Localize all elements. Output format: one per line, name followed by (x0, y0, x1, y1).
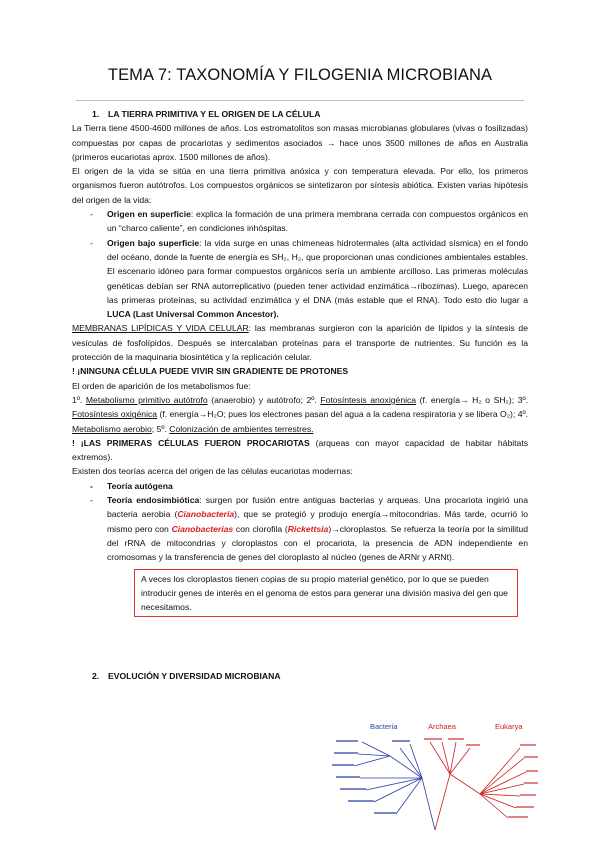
paragraph-origin-of-life: El origen de la vida se sitúa en una tierra primitiva anóxica y con temperatura elevada. Por ello, los primeros organismos fueron autótrofos. Los compuestos orgánicos se sintetizaron por síntesis abiótica. Existen varias hipótesis del origen de la vida: (72, 166, 528, 205)
domain-label-archaea: Archaea (428, 722, 456, 731)
section-1-number: 1. (92, 109, 100, 119)
paragraph-earth-age: La Tierra tiene 4500-4600 millones de años. Los estromatolitos son masas microbianas globulares (vivas o fosilizadas) compuestas por capas de procariotas y sedimentos asociados → hace unos 3500 millones de años en Australia (primeros eucariotas aprox. 1500 millones de años). (72, 123, 528, 162)
alert-first-cells-rest: (arqueas con mayor capacidad de habitar hábitats extremos). (72, 437, 529, 463)
domain-label-bacteria: Bacteria (370, 722, 398, 731)
m1-number: 1º. (72, 394, 86, 405)
paragraph-membranes (72, 321, 528, 364)
alert-proton-gradient: ! ¡NINGUNA CÉLULA PUEDE VIVIR SIN GRADIENTE DE PROTONES (72, 366, 349, 377)
theories-list (72, 479, 528, 565)
title-divider (76, 100, 524, 101)
membranes-text: : las membranas surgieron con la aparición de lípidos y la síntesis de vesículas de fosfolípidos. Después se intercalaban proteínas para el transporte de nutrientes. Su función es la protección de la maquinaria biosintética y la replicación celular. (72, 323, 528, 363)
section-2-number: 2. (92, 671, 100, 681)
hypotheses-list (72, 207, 528, 321)
theory-text-d: )→cloroplastos. Se refuerza la teoría por la similitud del rRNA de mitocondrias y cloroplastos con el procariota, la presencia de ADN independiente en cromosomas y la transferencia de genes del cloroplasto al núcleo (genes de ARNr y ARNt). (107, 523, 528, 563)
m3-term: Fotosíntesis oxigénica (72, 409, 158, 420)
membranes-term: MEMBRANAS LIPÍDICAS Y VIDA CELULAR (72, 323, 249, 334)
list-item (72, 236, 528, 322)
section-1-title: LA TIERRA PRIMITIVA Y EL ORIGEN DE LA CÉLULA (108, 109, 321, 119)
hypothesis-subsurface-text: : la vida surge en unas chimeneas hidrotermales (alta actividad sísmica) en el fondo del océano, donde la fuente de energía es SH₂, H₂, que proporcionan unas condiciones ambientales estables. El escenario idóneo para formar compuestos orgánicos sería un ambiente arcilloso. Las primeras moléculas genéticas debían ser RNA autorreplicativo (pueden tener actividad enzimática→ribozimas). Luego, aparecen las primeras proteínas, su actividad enzimática y el DNA (más estable que el RNA). Todo esto dio lugar a (107, 237, 529, 305)
theory-text-c: con clorofila ( (233, 523, 288, 534)
section-1-content (72, 107, 528, 617)
m4-rest: ; 5º. (151, 423, 170, 434)
domain-label-eukarya: Eukarya (495, 722, 523, 731)
m1-term: Metabolismo primitivo autótrofo (85, 394, 208, 405)
cianobacteria-term: Cianobacteria (177, 509, 235, 520)
m4-term: Metabolismo aerobio (72, 423, 152, 434)
hypothesis-subsurface-term: Origen bajo superficie (107, 237, 200, 248)
rickettsia-term: Rickettsia (287, 523, 329, 534)
cianobacterias-term: Cianobacterias (171, 523, 234, 534)
m2-term: Fotosíntesis anoxigénica (320, 394, 417, 405)
m5-term: Colonización de ambientes terrestres. (169, 423, 314, 434)
list-item (72, 493, 528, 564)
alert-first-cells (72, 436, 528, 465)
list-item (72, 207, 528, 236)
alert-first-cells-bold: ! ¡LAS PRIMERAS CÉLULAS FUERON PROCARIOTAS (72, 437, 310, 448)
phylogenetic-tree-figure (330, 718, 540, 838)
metabolism-order-list (72, 393, 528, 436)
page-title: TEMA 7: TAXONOMÍA Y FILOGENIA MICROBIANA (107, 66, 493, 84)
theory-text-a: : surgen por fusión entre antiguas bacterias y arqueas. Una procariota ingirió una bacteria aerobia ( (107, 495, 528, 520)
theory-endosymbiotic-term: Teoría endosimbiótica (107, 495, 200, 506)
m2-rest: (f. energía→ H₂ o SH₂); 3º. (416, 394, 528, 405)
note-box: A veces los cloroplastos tienen copias de su propio material genético, por lo que se pueden introducir genes de interés en el genoma de estos para generar una división masiva del gen que necesitamos. (134, 569, 518, 618)
hypothesis-surface-term: Origen en superficie (107, 209, 191, 220)
hypothesis-surface-text: : explica la formación de una primera membrana cerrada con compuestos orgánicos en un “charco caliente”, en condiciones inhóspitas. (107, 209, 528, 234)
theories-intro: Existen dos teorías acerca del origen de las células eucariotas modernas: (72, 466, 353, 477)
section-2-title: EVOLUCIÓN Y DIVERSIDAD MICROBIANA (108, 671, 281, 681)
section-1-heading (72, 107, 528, 121)
bacteria-branches (354, 742, 435, 830)
section-2-heading (92, 671, 281, 681)
metabolism-order-intro: El orden de aparición de los metabolismos fue: (72, 380, 251, 391)
m1-rest: (anaerobio) y autótrofo; 2º. (207, 394, 321, 405)
list-item: - Teoría autógena (72, 479, 528, 493)
luca-term: LUCA (Last Universal Common Ancestor). (107, 309, 279, 320)
m3-rest: (f. energía→H₂O; pues los electrones pasan del agua a la cadena respiratoria y se libera O₂); 4º. (157, 409, 529, 420)
theory-text-b: ), que se protegió y produjo energía→mitocondrias. Más tarde, ocurrió lo mismo pero con (107, 509, 528, 534)
